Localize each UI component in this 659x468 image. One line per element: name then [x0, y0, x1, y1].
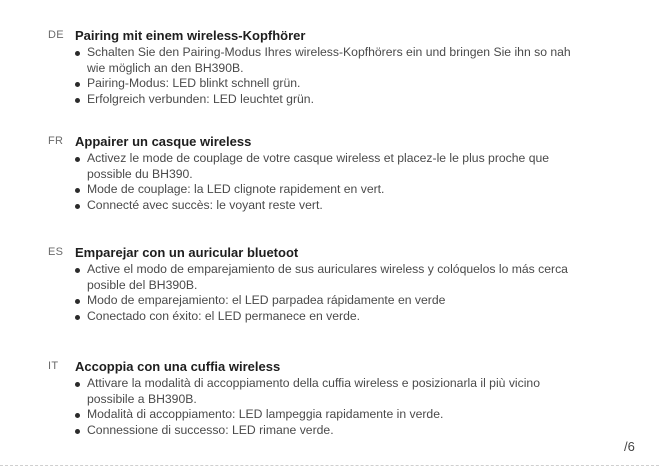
- section-title: Emparejar con un auricular bluetoot: [75, 245, 299, 260]
- bullet-icon: [75, 188, 80, 193]
- list-item: Erfolgreich verbunden: LED leuchtet grün.: [75, 92, 571, 108]
- section-title: Pairing mit einem wireless-Kopfhörer: [75, 28, 306, 43]
- bullet-icon: [75, 82, 80, 87]
- list-item: Conectado con éxito: el LED permanece en verde.: [75, 309, 568, 325]
- bottom-divider: [0, 465, 659, 466]
- list-item: Active el modo de emparejamiento de sus auriculares wireless y colóquelos lo más cerca posible del BH390B.: [75, 262, 568, 293]
- instruction-list: [75, 262, 568, 324]
- bullet-icon: [75, 98, 80, 103]
- bullet-icon: [75, 382, 80, 387]
- list-item: Modalità di accoppiamento: LED lampeggia rapidamente in verde.: [75, 407, 540, 423]
- bullet-icon: [75, 315, 80, 320]
- language-code: ES: [48, 246, 64, 258]
- bullet-icon: [75, 157, 80, 162]
- bullet-icon: [75, 51, 80, 56]
- language-code: DE: [48, 29, 64, 41]
- list-item: Pairing-Modus: LED blinkt schnell grün.: [75, 76, 571, 92]
- list-item: Schalten Sie den Pairing-Modus Ihres wireless-Kopfhörers ein und bringen Sie ihn so nah wie möglich an den BH390B.: [75, 45, 571, 76]
- language-code: IT: [48, 360, 59, 372]
- bullet-icon: [75, 299, 80, 304]
- instruction-list: [75, 376, 540, 438]
- section-title: Appairer un casque wireless: [75, 134, 252, 149]
- language-code: FR: [48, 135, 64, 147]
- bullet-icon: [75, 429, 80, 434]
- list-item: Mode de couplage: la LED clignote rapidement en vert.: [75, 182, 549, 198]
- instruction-list: [75, 45, 571, 107]
- list-item: Activez le mode de couplage de votre casque wireless et placez-le le plus proche que possible du BH390.: [75, 151, 549, 182]
- bullet-icon: [75, 204, 80, 209]
- page-number: /6: [624, 439, 635, 454]
- section-title: Accoppia con una cuffia wireless: [75, 359, 281, 374]
- list-item: Attivare la modalità di accoppiamento della cuffia wireless e posizionarla il più vicino possibile a BH390B.: [75, 376, 540, 407]
- list-item: Connecté avec succès: le voyant reste vert.: [75, 198, 549, 214]
- bullet-icon: [75, 268, 80, 273]
- list-item: Modo de emparejamiento: el LED parpadea rápidamente en verde: [75, 293, 568, 309]
- list-item: Connessione di successo: LED rimane verde.: [75, 423, 540, 439]
- instruction-list: [75, 151, 549, 213]
- bullet-icon: [75, 413, 80, 418]
